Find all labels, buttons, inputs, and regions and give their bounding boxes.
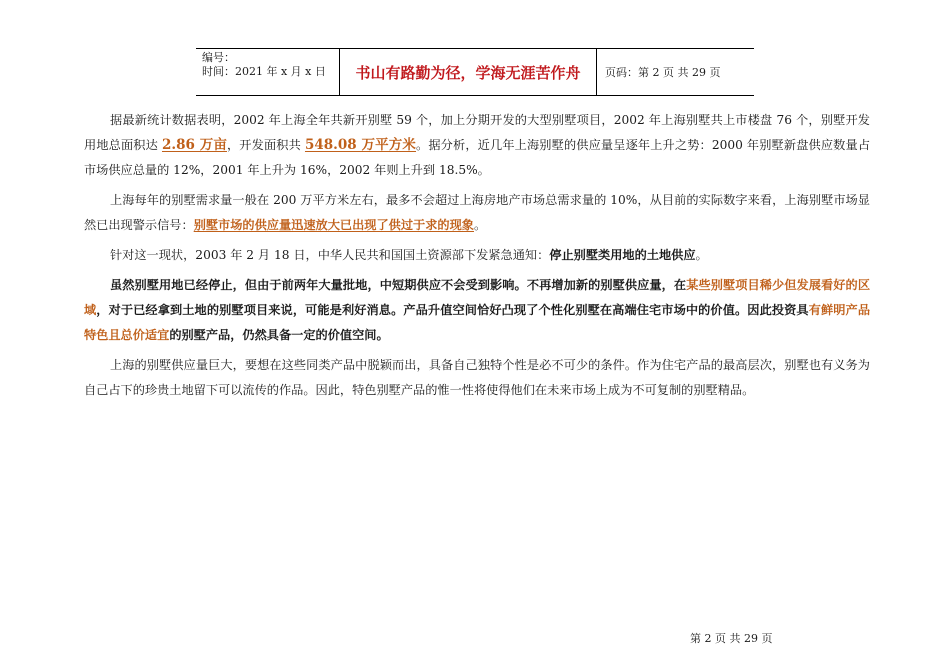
text-run: ，开发面积共 <box>226 138 305 152</box>
bold-run: ，对于已经拿到土地的别墅项目来说，可能是利好消息。产品升值空间恰好凸现了个性化别墅在高端住宅市场中的价值。因此投资具 <box>96 303 809 317</box>
time-label: 时间：2021 年 x 月 x 日 <box>202 65 326 78</box>
text-run: 上海每年的别墅需求量一般在 200 万平方米左右，最多不会超过上海房地产市场总需求量的 10%，从目前的实际数字来看，上海别墅市场显然已出现警示信号： <box>84 193 870 232</box>
paragraph-4 <box>84 273 870 348</box>
highlight-dev-area: 548.08 万平方米 <box>304 137 417 153</box>
highlight-oversupply: 别墅市场的供应量迅速放大已出现了供过于求的现象 <box>193 218 474 232</box>
text-run: 。 <box>474 218 487 232</box>
page-footer: 第 2 页 共 29 页 <box>690 632 773 645</box>
bold-notice: 停止别墅类用地的土地供应 <box>549 248 696 262</box>
text-run: 。据分析，近几年上海别墅的供应量呈逐年上升之势：2000 年别墅新盘供应数量占市场供应总量的 12%，2001 年上升为 16%，2002 年则上升到 18.5%。 <box>84 138 871 177</box>
text-run: 针对这一现状，2003 年 2 月 18 日，中华人民共和国国土资源部下发紧急通知： <box>110 248 550 262</box>
page-header <box>196 48 754 96</box>
header-meta-cell <box>196 49 340 95</box>
highlight-product: 有鲜明产品特色且总价适宜 <box>84 303 871 342</box>
paragraph-2 <box>84 188 870 238</box>
bold-run: 虽然别墅用地已经停止，但由于前两年大量批地，中短期供应不会受到影响。不再增加新的别墅供应量，在 <box>110 278 687 292</box>
paragraph-5 <box>84 353 870 403</box>
text-run: 据最新统计数据表明，2002 年上海全年共新开别墅 59 个，加上分期开发的大型别墅项目，2002 年上海别墅共上市楼盘 76 个，别墅开发用地总面积达 <box>84 113 870 152</box>
serial-label: 编号： <box>202 51 235 64</box>
paragraph-1 <box>84 108 870 183</box>
paragraph-3 <box>84 243 870 268</box>
header-motto: 书山有路勤为径，学海无涯苦作舟 <box>340 49 597 95</box>
text-run: 。 <box>695 248 708 262</box>
text-run: 上海的别墅供应量巨大，要想在这些同类产品中脱颖而出，具备自己独特个性是必不可少的条件。作为住宅产品的最高层次，别墅也有义务为自己占下的珍贵土地留下可以流传的作品。因此，特色别墅产品的惟一性将使得他们在未来市场上成为不可复制的别墅精品。 <box>84 358 870 397</box>
document-body <box>84 108 870 403</box>
bold-run: 的别墅产品，仍然具备一定的价值空间。 <box>169 328 389 342</box>
highlight-region: 某些别墅项目稀少但发展看好的区域 <box>84 278 871 317</box>
highlight-land-area: 2.86 万亩 <box>161 137 227 153</box>
header-page-info: 页码：第 2 页 共 29 页 <box>605 66 721 79</box>
